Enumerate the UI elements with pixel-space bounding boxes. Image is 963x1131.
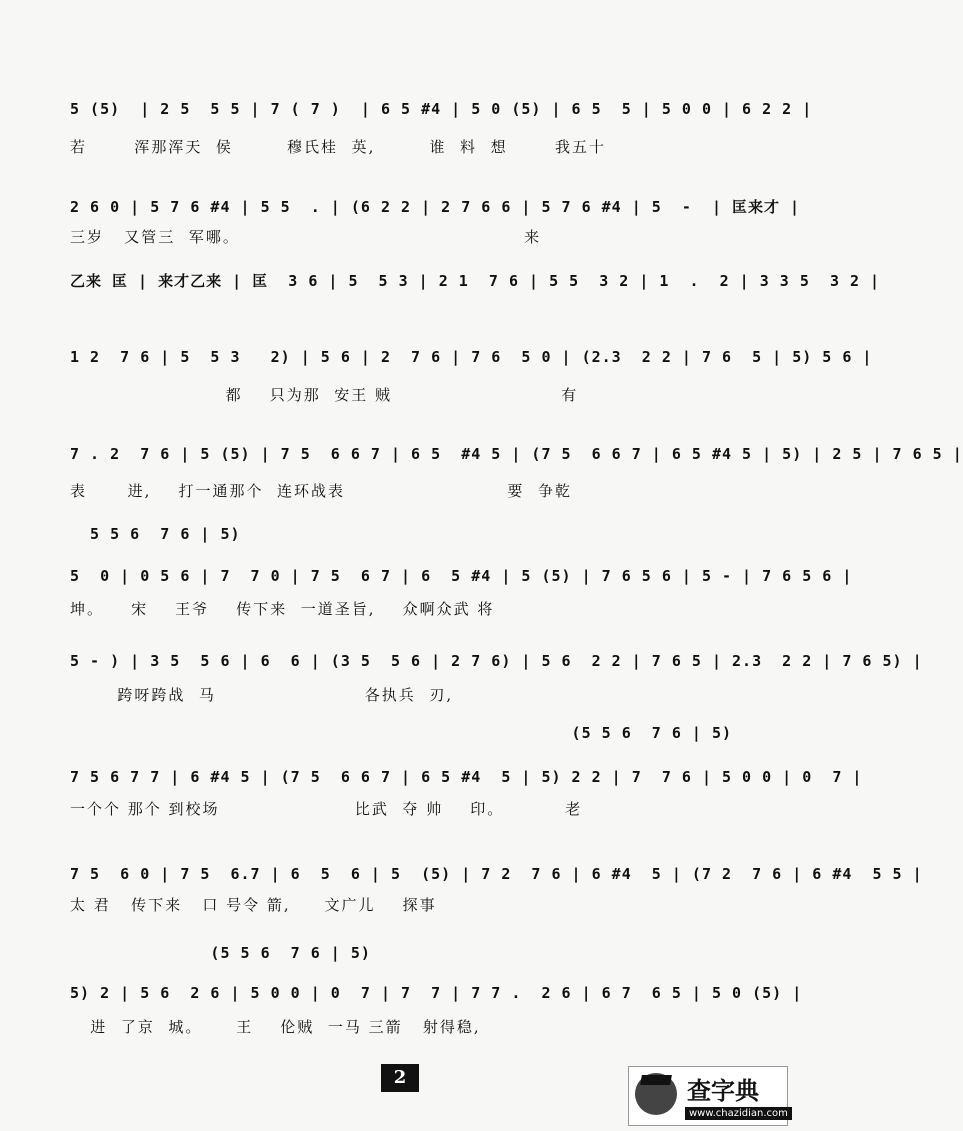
lyric-line: 三岁 又管三 军哪。 来 [70,228,542,246]
page-number: 2 [381,1064,419,1092]
notation-line: 5) 2 | 5 6 2 6 | 5 0 0 | 0 7 | 7 7 | 7 7 . 2 6 | 6 7 6 5 | 5 0 (5) | [70,984,803,1002]
watermark-url: www.chazidian.com [685,1107,792,1120]
notation-line: 7 5 6 0 | 7 5 6.7 | 6 5 6 | 5 (5) | 7 2 7 6 | 6 #4 5 | (7 2 7 6 | 6 #4 5 5 | [70,865,923,883]
notation-line: (5 5 6 7 6 | 5) [70,724,733,742]
notation-line: 2 6 0 | 5 7 6 #4 | 5 5 . | (6 2 2 | 2 7 6 6 | 5 7 6 #4 | 5 - | 匡来才 | [70,198,801,216]
lyric-line: 若 浑那浑天 侯 穆氏桂 英, 谁 料 想 我五十 [70,138,606,156]
notation-line: 乙来 匡 | 来才乙来 | 匡 3 6 | 5 5 3 | 2 1 7 6 | 5 5 3 2 | 1 . 2 | 3 3 5 3 2 | [70,272,881,290]
graduate-cap-icon [635,1073,677,1115]
notation-line: (5 5 6 7 6 | 5) [70,944,371,962]
notation-line: 7 . 2 7 6 | 5 (5) | 7 5 6 6 7 | 6 5 #4 5 | (7 5 6 6 7 | 6 5 #4 5 | 5) | 2 5 | 7 6 5 | [70,445,963,463]
notation-line: 1 2 7 6 | 5 5 3 2) | 5 6 | 2 7 6 | 7 6 5 0 | (2.3 2 2 | 7 6 5 | 5) 5 6 | [70,348,873,366]
notation-line: 5 0 | 0 5 6 | 7 7 0 | 7 5 6 7 | 6 5 #4 | 5 (5) | 7 6 5 6 | 5 - | 7 6 5 6 | [70,567,853,585]
notation-line: 7 5 6 7 7 | 6 #4 5 | (7 5 6 6 7 | 6 5 #4 5 | 5) 2 2 | 7 7 6 | 5 0 0 | 0 7 | [70,768,863,786]
notation-line: 5 - ) | 3 5 5 6 | 6 6 | (3 5 5 6 | 2 7 6) | 5 6 2 2 | 7 6 5 | 2.3 2 2 | 7 6 5) | [70,652,923,670]
watermark-logo [628,1066,788,1126]
watermark-tail: t [788,1110,792,1121]
notation-line: 5 (5) | 2 5 5 5 | 7 ( 7 ) | 6 5 #4 | 5 0 (5) | 6 5 5 | 5 0 0 | 6 2 2 | [70,100,813,118]
lyric-line: 进 了京 城。 王 伦贼 一马 三箭 射得稳, [70,1018,481,1036]
watermark-title: 查字典 [687,1077,759,1105]
lyric-line: 太 君 传下来 口 号令 箭, 文广儿 探事 [70,896,437,914]
lyric-line: 都 只为那 安王 贼 有 [70,386,579,404]
lyric-line: 一个个 那个 到校场 比武 夺 帅 印。 老 [70,800,583,818]
lyric-line: 跨呀跨战 马 各执兵 刃, [70,686,454,704]
lyric-line: 表 进, 打一通那个 连环战表 要 争乾 [70,482,572,500]
notation-line: 5 5 6 7 6 | 5) [70,525,241,543]
lyric-line: 坤。 宋 王爷 传下来 一道圣旨, 众啊众武 将 [70,600,495,618]
